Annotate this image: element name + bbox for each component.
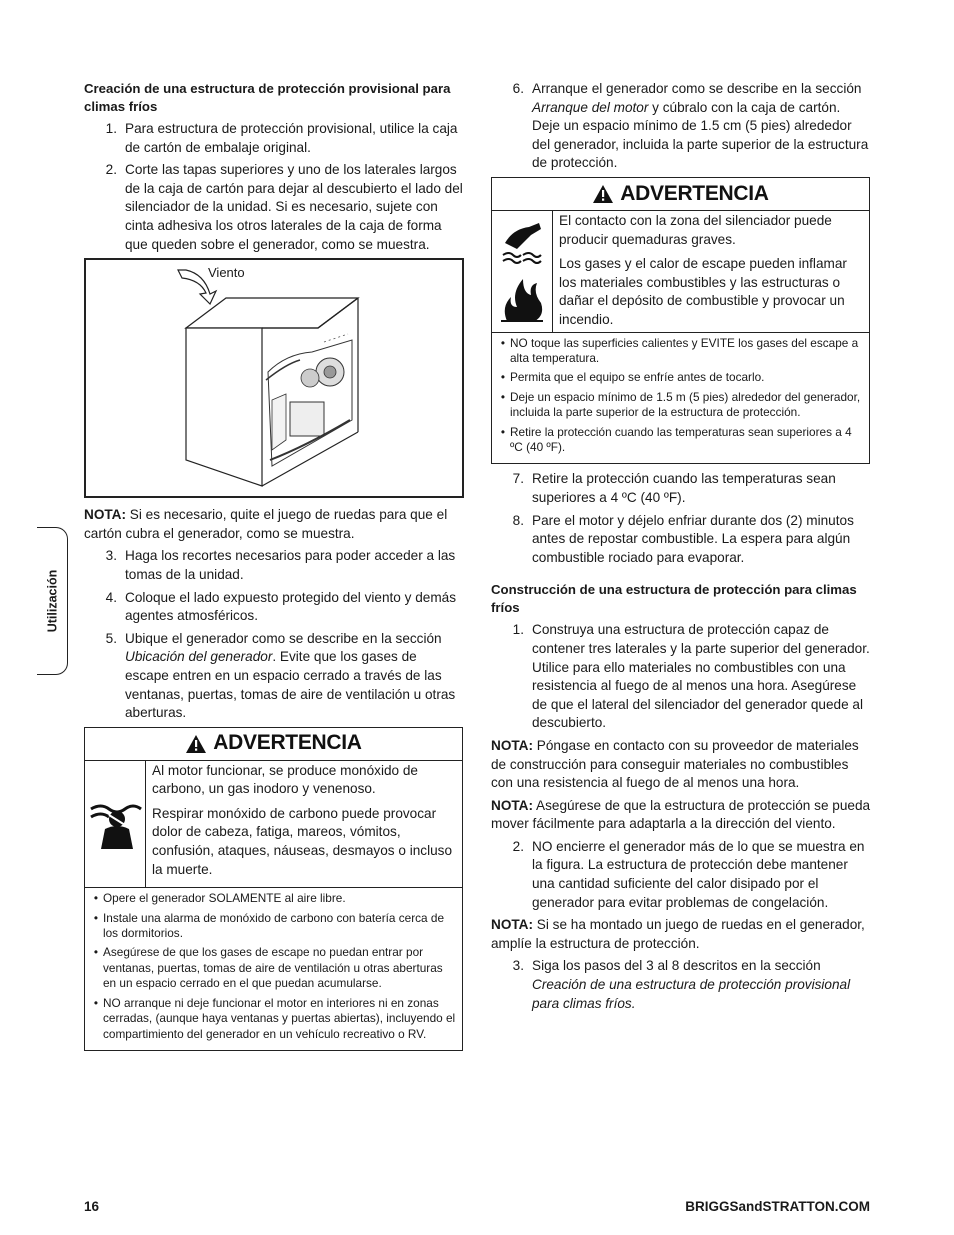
bullet-text: Retire la protección cuando las temperaturas sean superiores a 4 ºC (40 ºF). [510, 424, 852, 454]
note-text: Si es necesario, quite el juego de ruedas para que el cartón cubra el generador, como se muestra. [84, 507, 448, 541]
bullet-text: Instale una alarma de monóxido de carbono con batería cerca de los dormitorios. [103, 910, 445, 941]
warning-paragraph: El contacto con la zona del silenciador puede producir quemaduras graves. [559, 212, 832, 247]
list-item [491, 838, 871, 912]
generator-box-illustration [86, 260, 462, 496]
bullet-text: Deje un espacio mínimo de 1.5 m (5 pies) alrededor del generador, incluida la parte superior de la estructura de protección. [510, 389, 861, 420]
fire-icon [499, 273, 545, 323]
step-text [532, 80, 871, 173]
warning-text [146, 761, 462, 888]
warning-box-hot-surface [491, 177, 870, 464]
note-text: Asegúrese de que la estructura de protección se pueda mover fácilmente para adaptarla a la dirección del viento. [491, 797, 871, 832]
step-number: 2. [105, 162, 117, 178]
warning-title: ADVERTENCIA [213, 731, 362, 755]
note-wheel-kit [491, 916, 871, 953]
note-movable [491, 797, 871, 834]
step-text: Corte las tapas superiores y uno de los laterales largos de la caja de cartón para dejar al descubierto el lado del silenciador de la unidad. Si es necesario, sujete con cinta adhesiva los otros laterales de la caja de forma que queden sobre el generador, como se muestra. [125, 162, 463, 252]
step-number: 3. [512, 958, 524, 974]
step-number: 2. [512, 838, 524, 854]
warning-text [553, 211, 869, 332]
note-text: Póngase en contacto con su proveedor de materiales de construcción para conseguir materiales no combustibles con una resistencia al fuego de al menos una hora. [491, 737, 859, 791]
list-item: • NO toque las superficies calientes y EVITE los gases del escape a alta temperatura. [496, 336, 863, 367]
note-label: NOTA: [491, 797, 534, 813]
warning-triangle-icon [185, 734, 207, 754]
step-number: 7. [512, 471, 524, 487]
warning-bullets [492, 333, 869, 464]
warning-header [85, 728, 462, 761]
note-label: NOTA: [491, 917, 534, 933]
step-text: Pare el motor y déjelo enfriar durante dos (2) minutos antes de repostar combustible. La espera para algún combustible rociado para evaporar. [532, 512, 854, 565]
list-item [84, 630, 464, 723]
step-text: Construya una estructura de protección capaz de contener tres laterales y la parte superior del generador. Utilice para ello materiales no combustibles con una resistencia al fuego de al menos una hora. Asegúrese de que el lateral del silenciador del generador quede al descubierto. [532, 622, 870, 731]
warning-bullets [85, 888, 462, 1050]
step-text: NO encierre el generador más de lo que se muestra en la figura. La estructura de protección debe mantener una cantidad suficiente del calor disipado por el generador para evitar problemas de congelación. [532, 838, 865, 910]
step-number: 1. [105, 121, 117, 136]
warning-paragraph: Respirar monóxido de carbono puede provocar dolor de cabeza, fatiga, mareos, vómitos, confusión, ataques, náuseas, desmayos o incluso la muerte. [152, 805, 453, 877]
list-item [84, 161, 464, 254]
warning-header [492, 178, 869, 211]
note-supplier [491, 737, 871, 793]
step-text [125, 630, 464, 723]
list-item [491, 470, 871, 507]
warning-icon-cell [492, 211, 553, 332]
list-item: • Instale una alarma de monóxido de carbono con batería cerca de los dormitorios. [89, 911, 456, 942]
list-item [84, 120, 464, 157]
left-column [84, 80, 464, 1057]
step-number: 4. [105, 589, 117, 605]
section-reference: Arranque del motor [532, 99, 649, 115]
list-item: • Permita que el equipo se enfríe antes de tocarlo. [500, 370, 765, 385]
list-item [491, 621, 871, 733]
bullet-text: NO arranque ni deje funcionar el motor en interiores ni en zonas cerradas, (aunque haya ventanas y puertas abiertas), incluyendo el compartimiento del generador en un vehículo recreativo o RV. [103, 995, 456, 1041]
list-item: • Deje un espacio mínimo de 1.5 m (5 pies) alrededor del generador, incluida la parte superior de la estructura de protección. [496, 390, 863, 421]
list-item: • Asegúrese de que los gases de escape no puedan entrar por ventanas, puertas, tomas de aire de ventilación u otras aberturas en un espacio cerrado en el que puedan acumularse. [89, 945, 456, 991]
step-number: 8. [512, 512, 524, 528]
note-label: NOTA: [84, 507, 127, 523]
hot-surface-hand-icon [499, 219, 545, 267]
step-text-pre: Siga los pasos del 3 al 8 descritos en la sección [532, 958, 821, 974]
person-breathing-gas-icon [87, 799, 143, 849]
note-label: NOTA: [491, 737, 534, 753]
step-number: 5. [105, 630, 117, 646]
footer-website: BRIGGSandSTRATTON.COM [685, 1199, 870, 1214]
step-text: Retire la protección cuando las temperaturas sean superiores a 4 ºC (40 ºF). [532, 471, 836, 505]
step-text: Coloque el lado expuesto protegido del viento y demás agentes atmosféricos. [125, 589, 457, 624]
note-text: Si se ha montado un juego de ruedas en el generador, amplíe la estructura de protección. [491, 917, 865, 951]
wind-label: Viento [208, 265, 245, 281]
list-item: • NO arranque ni deje funcionar el motor en interiores ni en zonas cerradas, (aunque haya ventanas y puertas abiertas), incluyendo el compartimiento del generador en un vehículo recreativo o RV. [93, 995, 456, 1041]
warning-title: ADVERTENCIA [620, 181, 769, 205]
step-text [532, 957, 871, 1013]
wind-arrow-icon [178, 270, 216, 304]
warning-triangle-icon [592, 184, 614, 204]
list-item [84, 589, 464, 626]
list-item [491, 512, 871, 568]
warning-box-carbon-monoxide [84, 727, 463, 1051]
list-item [491, 957, 871, 1013]
generator-cardboard-figure [84, 258, 464, 498]
bullet-text: Permita que el equipo se enfríe antes de tocarlo. [510, 370, 765, 385]
right-column [491, 80, 871, 1017]
bullet-text: NO toque las superficies calientes y EVITE los gases del escape a alta temperatura. [510, 335, 859, 365]
list-item [84, 547, 464, 584]
list-item: • Opere el generador SOLAMENTE al aire libre. [93, 891, 346, 906]
section-reference: Ubicación del generador [125, 649, 273, 665]
section-reference: Creación de una estructura de protección provisional para climas fríos. [532, 977, 851, 1011]
section-heading-permanent: Construcción de una estructura de protección para climas fríos [491, 582, 857, 616]
warning-icon-cell [85, 761, 146, 888]
warning-body [85, 761, 462, 889]
step-text-pre: Ubique el generador como se describe en la sección [125, 630, 442, 646]
step-text-post: . Evite que los gases de escape entren en un espacio cerrado a través de las ventanas, puertas, tomas de aire de ventilación u otras aberturas. [125, 649, 456, 721]
note-remove-wheels [84, 506, 464, 543]
section-tab-label: Utilización [45, 569, 60, 633]
step-text-pre: Arranque el generador como se describe en la sección [532, 81, 862, 96]
warning-body [492, 211, 869, 333]
section-heading-temporary: Creación de una estructura de protección provisional para climas fríos [84, 81, 451, 114]
page-number: 16 [84, 1199, 100, 1214]
step-number: 3. [105, 548, 117, 564]
warning-paragraph: Los gases y el calor de escape pueden inflamar los materiales combustibles y las estructuras o dañar el depósito de combustible y provocar un incendio. [559, 256, 847, 327]
section-tab [37, 527, 68, 675]
list-item [491, 80, 871, 173]
step-text-post: y cúbralo con la caja de cartón. Deje un espacio mínimo de 1.5 cm (5 pies) alrededor del generador, incluida la parte superior de la estructura de protección. [532, 99, 869, 171]
bullet-text: Asegúrese de que los gases de escape no puedan entrar por ventanas, puertas, tomas de aire de ventilación u otras aberturas en un espacio cerrado en el que puedan acumularse. [103, 945, 443, 991]
list-item: • Retire la protección cuando las temperaturas sean superiores a 4 ºC (40 ºF). [496, 425, 863, 456]
step-text: Para estructura de protección provisional, utilice la caja de cartón de embalaje original. [125, 121, 458, 155]
step-number: 6. [512, 81, 524, 96]
bullet-text: Opere el generador SOLAMENTE al aire libre. [103, 891, 346, 906]
step-number: 1. [512, 622, 524, 638]
warning-paragraph: Al motor funcionar, se produce monóxido de carbono, un gas inodoro y venenoso. [152, 762, 418, 797]
step-text: Haga los recortes necesarios para poder acceder a las tomas de la unidad. [125, 548, 456, 582]
